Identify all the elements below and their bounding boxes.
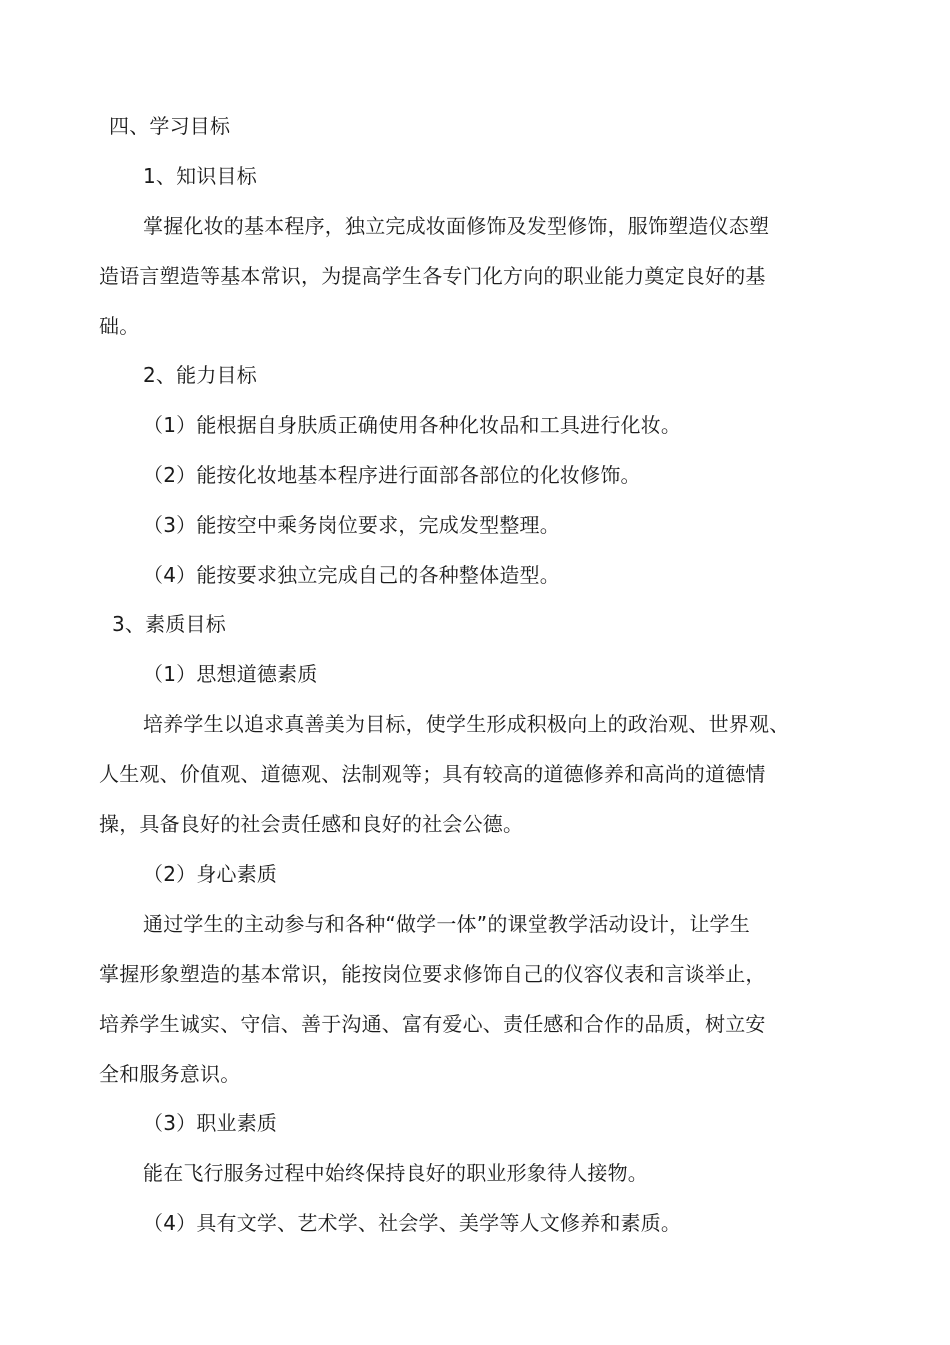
moral-paragraph-line: 操，具备良好的社会责任感和良好的社会公德。 [99, 812, 524, 836]
humanities-heading: （4）具有文学、艺术学、社会学、美学等人文修养和素质。 [143, 1211, 682, 1235]
mind-body-heading: （2）身心素质 [143, 862, 278, 886]
ability-heading: 2、能力目标 [143, 363, 257, 387]
knowledge-paragraph-line: 础。 [99, 314, 140, 338]
mind-body-paragraph-line: 掌握形象塑造的基本常识，能按岗位要求修饰自己的仪容仪表和言谈举止， [99, 962, 766, 986]
knowledge-heading: 1、知识目标 [143, 164, 257, 188]
quality-heading: 3、素质目标 [112, 612, 226, 636]
knowledge-paragraph-line: 造语言塑造等基本常识，为提高学生各专门化方向的职业能力奠定良好的基 [99, 264, 766, 288]
section-heading: 四、学习目标 [109, 114, 231, 138]
mind-body-paragraph-line: 全和服务意识。 [99, 1062, 241, 1086]
ability-item: （4）能按要求独立完成自己的各种整体造型。 [143, 563, 560, 587]
professional-heading: （3）职业素质 [143, 1111, 278, 1135]
knowledge-paragraph-line: 掌握化妆的基本程序，独立完成妆面修饰及发型修饰，服饰塑造仪态塑 [143, 214, 770, 238]
mind-body-paragraph-line: 通过学生的主动参与和各种“做学一体”的课堂教学活动设计，让学生 [143, 912, 750, 936]
ability-item: （2）能按化妆地基本程序进行面部各部位的化妆修饰。 [143, 463, 641, 487]
professional-paragraph-line: 能在飞行服务过程中始终保持良好的职业形象待人接物。 [143, 1161, 648, 1185]
ability-item: （1）能根据自身肤质正确使用各种化妆品和工具进行化妆。 [143, 413, 682, 437]
moral-paragraph-line: 培养学生以追求真善美为目标，使学生形成积极向上的政治观、世界观、 [143, 712, 790, 736]
ability-item: （3）能按空中乘务岗位要求，完成发型整理。 [143, 513, 560, 537]
moral-paragraph-line: 人生观、价值观、道德观、法制观等；具有较高的道德修养和高尚的道德情 [99, 762, 766, 786]
moral-heading: （1）思想道德素质 [143, 662, 318, 686]
mind-body-paragraph-line: 培养学生诚实、守信、善于沟通、富有爱心、责任感和合作的品质，树立安 [99, 1012, 766, 1036]
